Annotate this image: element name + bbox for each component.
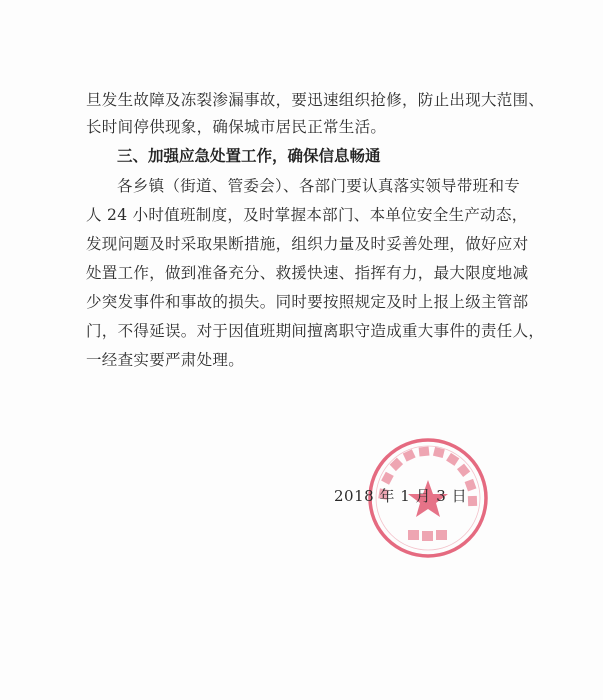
- text-line: 一经查实要严肃处理。: [86, 351, 245, 369]
- text-line: 处置工作，做到准备充分、救援快速、指挥有力，最大限度地减: [86, 264, 529, 282]
- text-line: 门，不得延误。对于因值班期间擅离职守造成重大事件的责任人，: [86, 322, 545, 340]
- text-line: 少突发事件和事故的损失。同时要按照规定及时上报上级主管部: [86, 293, 529, 311]
- section-heading: 三、加强应急处置工作，确保信息畅通: [117, 147, 381, 165]
- text-line: 人 24 小时值班制度，及时掌握本部门、本单位安全生产动态，: [86, 206, 528, 224]
- text-line: 发现问题及时采取果断措施，组织力量及时妥善处理，做好应对: [86, 235, 529, 253]
- text-line: 旦发生故障及冻裂渗漏事故，要迅速组织抢修，防止出现大范围、: [86, 91, 545, 109]
- document-date: 2018 年 1 月 3 日: [334, 487, 468, 505]
- text-line: 长时间停供现象，确保城市居民正常生活。: [86, 118, 387, 136]
- text-line: 各乡镇（街道、管委会）、各部门要认真落实领导带班和专: [117, 177, 521, 195]
